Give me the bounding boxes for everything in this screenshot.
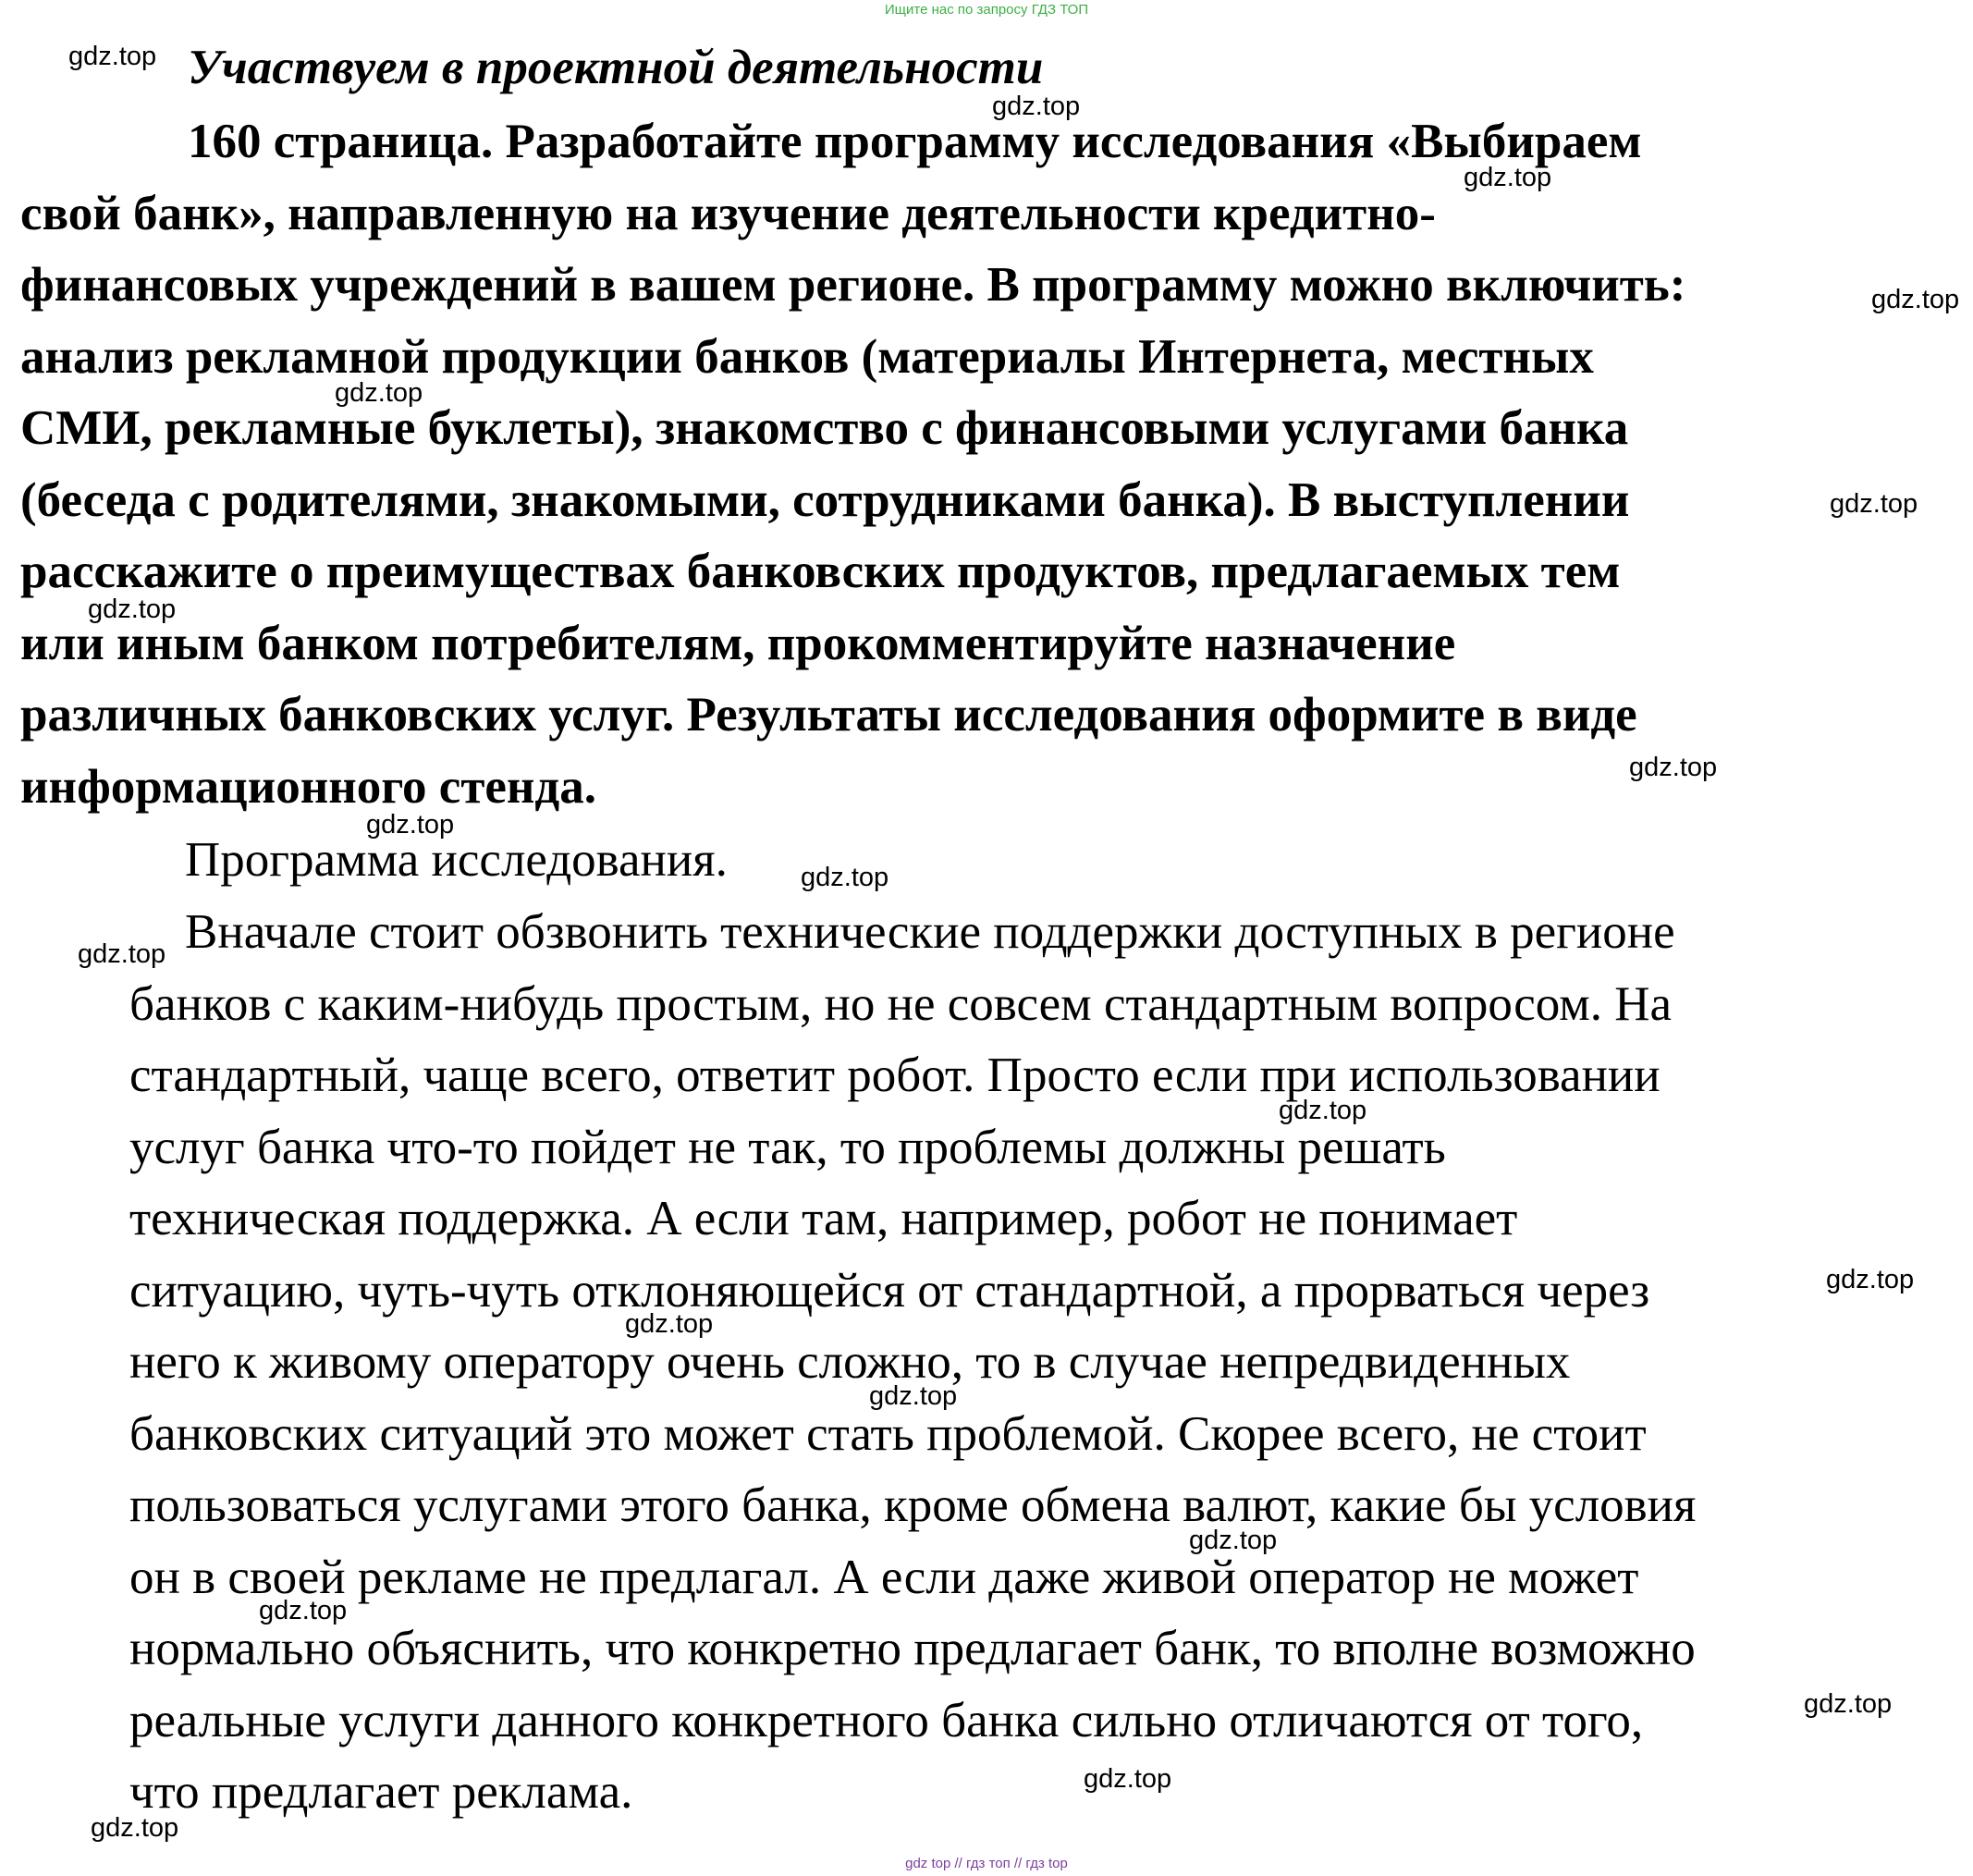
task-line: или иным банком потребителям, прокомментируйте назначение — [20, 616, 1456, 670]
task-line: 160 страница. Разработайте программу исследования «Выбираем — [188, 115, 1642, 168]
bottom-banner: gdz top // гдз топ // гдз top — [905, 1856, 1068, 1871]
watermark: gdz.top — [1826, 1265, 1915, 1294]
answer-line: стандартный, чаще всего, ответит робот. Просто если при использовании — [129, 1048, 1661, 1102]
watermark: gdz.top — [366, 810, 455, 840]
answer-line: реальные услуги данного конкретного банка сильно отличаются от того, — [129, 1693, 1644, 1747]
watermark: gdz.top — [88, 595, 177, 624]
task-text — [20, 106, 1869, 823]
answer-line: что предлагает реклама. — [129, 1765, 633, 1819]
watermark: gdz.top — [259, 1596, 348, 1625]
watermark: gdz.top — [1189, 1526, 1278, 1555]
task-line: свой банк», направленную на изучение деятельности кредитно- — [20, 186, 1436, 240]
task-line: (беседа с родителями, знакомыми, сотрудниками банка). В выступлении — [20, 472, 1630, 527]
watermark: gdz.top — [1279, 1096, 1367, 1125]
answer-line: Вначале стоит обзвонить технические поддержки доступных в регионе — [185, 905, 1675, 959]
watermark: gdz.top — [1871, 285, 1960, 314]
watermark: gdz.top — [625, 1309, 714, 1339]
answer-line: него к живому оператору очень сложно, то в случае непредвиденных — [129, 1335, 1571, 1389]
watermark: gdz.top — [1804, 1689, 1893, 1719]
top-banner: Ищите нас по запросу ГДЗ ТОП — [884, 2, 1089, 18]
answer-line: банков с каким-нибудь простым, но не совсем стандартным вопросом. На — [129, 976, 1673, 1031]
answer-line: пользоваться услугами этого банка, кроме обмена валют, какие бы условия — [129, 1478, 1697, 1532]
answer-line: нормально объяснить, что конкретно предлагает банк, то вполне возможно — [129, 1622, 1696, 1675]
watermark: gdz.top — [91, 1813, 179, 1843]
section-heading: Участвуем в проектной деятельности — [188, 41, 1044, 94]
task-line: информационного стенда. — [20, 759, 596, 814]
watermark: gdz.top — [992, 92, 1081, 121]
answer-line: ситуацию, чуть-чуть отклоняющейся от стандартной, а прорваться через — [129, 1263, 1650, 1318]
watermark: gdz.top — [335, 378, 423, 408]
answer-text — [129, 897, 1932, 1829]
answer-line: банковских ситуаций это может стать проблемой. Скорее всего, не стоит — [129, 1406, 1647, 1461]
watermark: gdz.top — [869, 1381, 958, 1411]
watermark: gdz.top — [1629, 753, 1718, 782]
watermark: gdz.top — [801, 863, 889, 892]
task-line: СМИ, рекламные буклеты), знакомство с финансовыми услугами банка — [20, 401, 1629, 455]
watermark: gdz.top — [1830, 489, 1918, 519]
watermark: gdz.top — [1084, 1764, 1172, 1794]
answer-line: техническая поддержка. А если там, например, робот не понимает — [129, 1192, 1518, 1245]
watermark: gdz.top — [68, 42, 157, 71]
task-line: финансовых учреждений в вашем регионе. В программу можно включить: — [20, 258, 1686, 312]
answer-line: он в своей рекламе не предлагал. А если даже живой оператор не может — [129, 1550, 1639, 1604]
watermark: gdz.top — [78, 939, 166, 969]
task-line: анализ рекламной продукции банков (материалы Интернета, местных — [20, 329, 1594, 384]
watermark: gdz.top — [1464, 163, 1552, 192]
task-line: различных банковских услуг. Результаты исследования оформите в виде — [20, 688, 1637, 742]
answer-line: услуг банка что-то пойдет не так, то проблемы должны решать — [129, 1120, 1446, 1174]
task-line: расскажите о преимуществах банковских продуктов, предлагаемых тем — [20, 545, 1621, 598]
program-title: Программа исследования. — [185, 833, 728, 887]
